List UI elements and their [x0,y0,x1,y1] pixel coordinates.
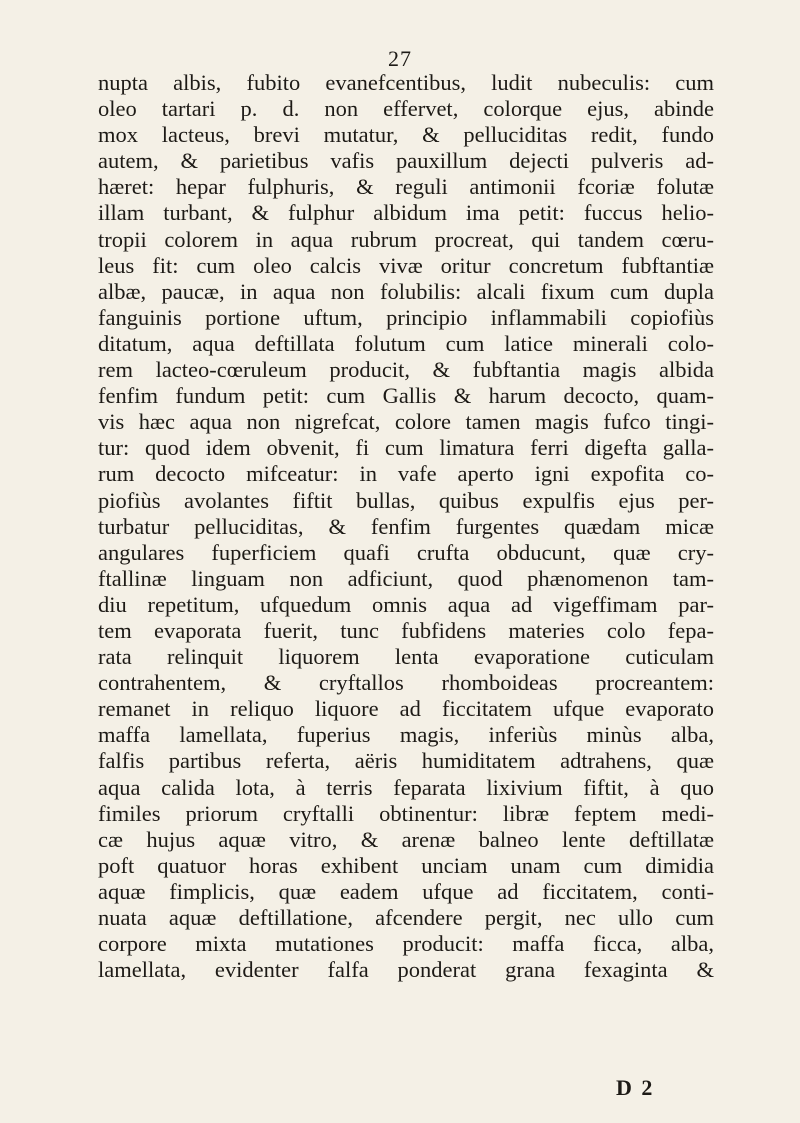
text-line: fanguinis portione uftum, principio inflammabili copiofiùs [98,304,714,330]
text-line: corpore mixta mutationes producit: maffa ficca, alba, [98,931,714,957]
text-line: autem, & parietibus vafis pauxillum dejecti pulveris ad- [98,148,714,174]
page-number: 27 [388,46,412,71]
text-line: poft quatuor horas exhibent unciam unam cum dimidia [98,852,714,878]
text-line: aquæ fimplicis, quæ eadem ufque ad ficcitatem, conti- [98,878,714,904]
text-line: tur: quod idem obvenit, fi cum limatura ferri digefta galla- [98,435,714,461]
text-line: maffa lamellata, fuperius magis, inferiùs minùs alba, [98,722,714,748]
text-line: nuata aquæ deftillatione, afcendere pergit, nec ullo cum [98,905,714,930]
text-line: angulares fuperficiem quafi crufta obducunt, quæ cry- [98,539,714,565]
text-line: aqua calida lota, à terris feparata lixivium fiftit, à quo [98,774,714,800]
text-line: ditatum, aqua deftillata folutum cum latice minerali colo- [98,330,714,356]
text-line: fenfim fundum petit: cum Gallis & harum decocto, quam- [98,383,714,409]
text-line: tem evaporata fuerit, tunc fubfidens materies colo fepa- [98,617,714,643]
text-line: fimiles priorum cryftalli obtinentur: libræ feptem medi- [98,800,714,826]
text-line: turbatur pelluciditas, & fenfim furgentes quædam micæ [98,513,714,539]
text-line: vis hæc aqua non nigrefcat, colore tamen magis fufco tingi- [98,409,714,435]
text-line: mox lacteus, brevi mutatur, & pelluciditas redit, fundo [98,122,714,148]
text-line: nupta albis, fubito evanefcentibus, ludit nubeculis: cum [98,70,714,95]
text-line: illam turbant, & fulphur albidum ima petit: fuccus helio- [98,200,714,226]
text-line: contrahentem, & cryftallos rhomboideas procreantem: [98,670,714,696]
signature-mark: D 2 [616,1075,655,1100]
text-line: remanet in reliquo liquore ad ficcitatem ufque evaporato [98,696,714,722]
text-line: cæ hujus aquæ vitro, & arenæ balneo lente deftillatæ [98,826,714,852]
text-line: diu repetitum, ufquedum omnis aqua ad vigeffimam par- [98,591,714,617]
text-line: rum decocto mifceatur: in vafe aperto igni expofita co- [98,461,714,487]
text-line: lamellata, evidenter falfa ponderat grana fexaginta & [98,957,714,983]
text-line: leus fit: cum oleo calcis vivæ oritur concretum fubftantiæ [98,252,714,278]
text-line: falfis partibus referta, aëris humiditatem adtrahens, quæ [98,748,714,774]
text-line: oleo tartari p. d. non effervet, colorque ejus, abinde [98,96,714,122]
text-line: piofiùs avolantes fiftit bullas, quibus expulfis ejus per- [98,487,714,513]
text-line: hæret: hepar fulphuris, & reguli antimonii fcoriæ folutæ [98,174,714,200]
text-line: albæ, paucæ, in aqua non folubilis: alcali fixum cum dupla [98,278,714,304]
text-line: rem lacteo-cœruleum producit, & fubftantia magis albida [98,357,714,383]
text-line: ftallinæ linguam non adficiunt, quod phænomenon tam- [98,565,714,591]
text-line: rata relinquit liquorem lenta evaporatione cuticulam [98,644,714,670]
body-text [98,70,714,983]
text-line: tropii colorem in aqua rubrum procreat, qui tandem cœru- [98,226,714,252]
